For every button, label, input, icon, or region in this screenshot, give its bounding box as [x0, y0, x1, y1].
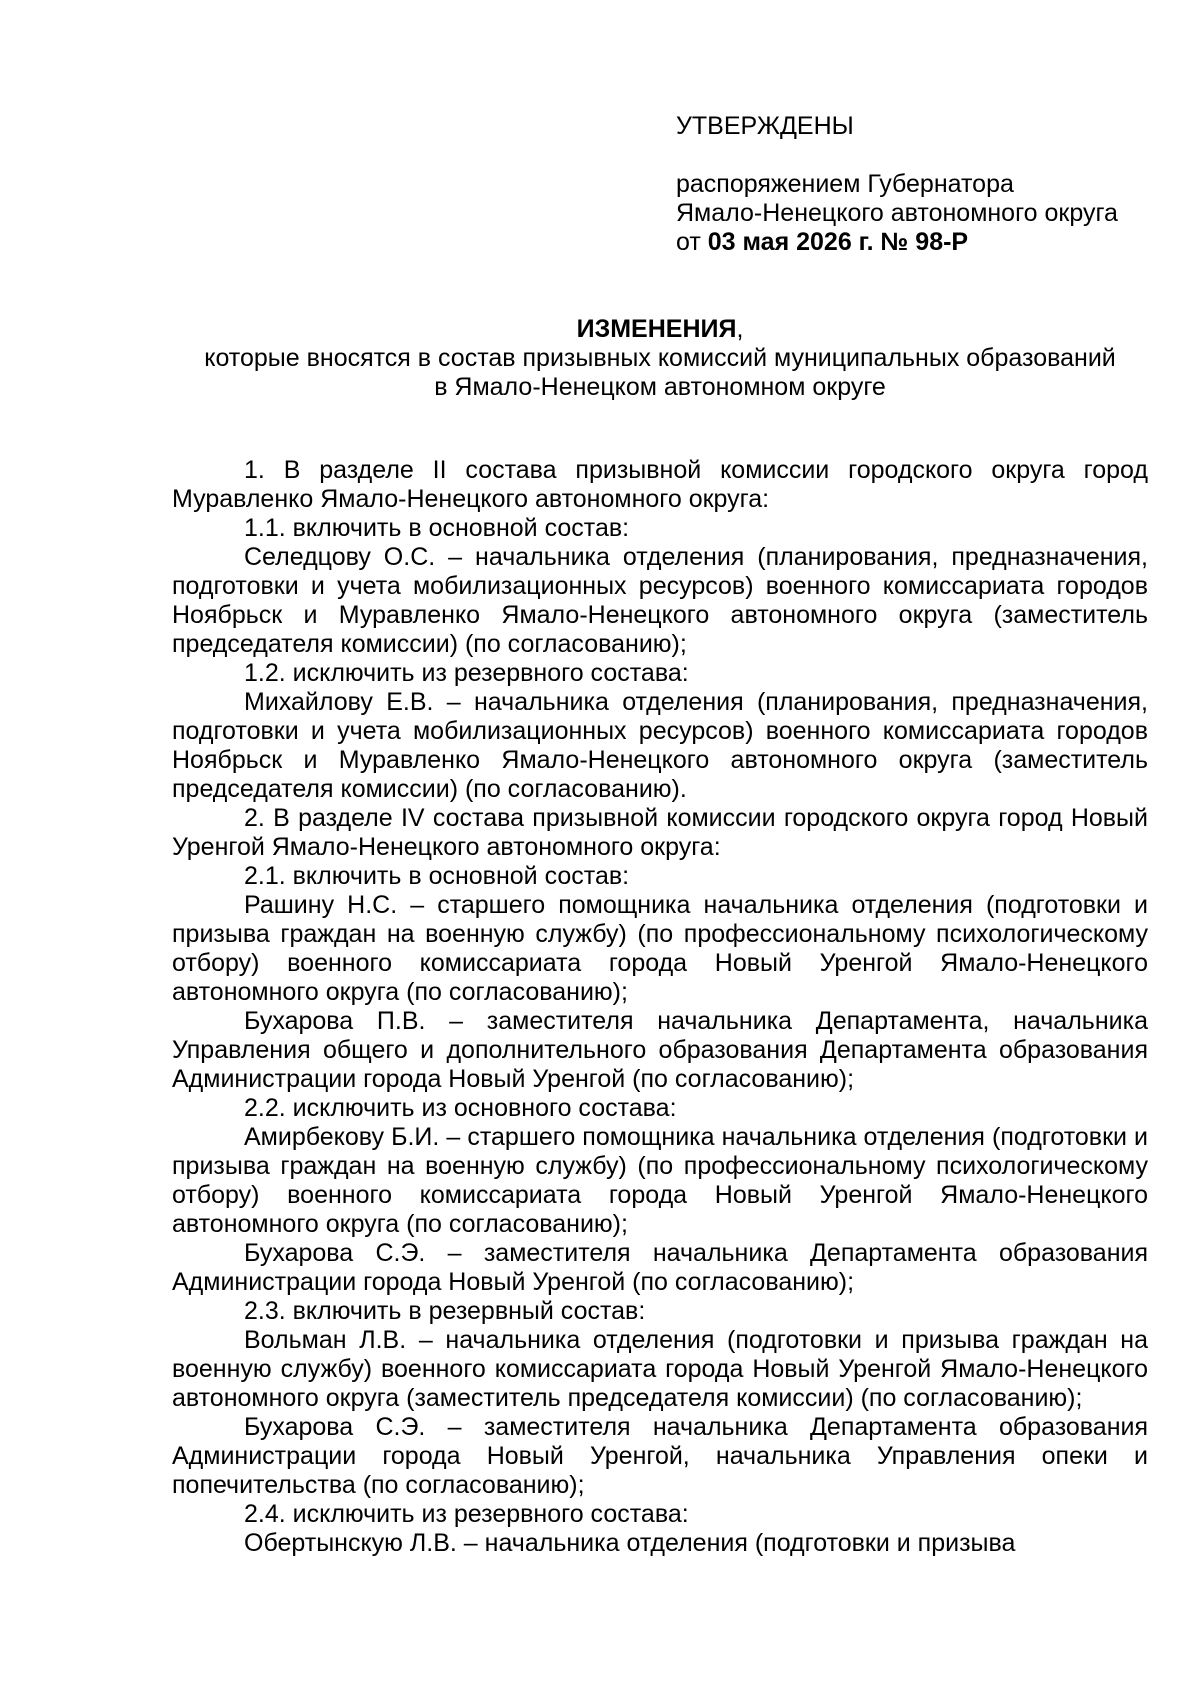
heading-subtitle-line-2: в Ямало-Ненецком автономном округе — [434, 373, 886, 401]
approval-block — [676, 112, 1176, 257]
body-paragraph: 2.1. включить в основной состав: — [244, 862, 630, 890]
body-paragraph: Бухарова С.Э. – заместителя начальника Департамента образования Администрации города Новый Уренгой (по согласованию); — [172, 1239, 1148, 1296]
body-paragraph: 1.2. исключить из резервного состава: — [244, 659, 689, 687]
document-heading — [172, 315, 1148, 402]
body-paragraph: Бухарова П.В. – заместителя начальника Департамента, начальника Управления общего и дополнительного образования Департамента образования Администрации города Новый Уренгой (по согласованию); — [172, 1007, 1148, 1093]
approval-date-prefix: от — [676, 228, 708, 256]
body-paragraph: Амирбекову Б.И. – старшего помощника начальника отделения (подготовки и призыва граждан на военную службу) (по профессиональному психологическому отбору) военного комиссариата города Новый Уренгой Ямало-Ненецкого автономного округа (по согласованию); — [172, 1123, 1148, 1238]
approval-title: УТВЕРЖДЕНЫ — [676, 112, 854, 140]
body-paragraph: Михайлову Е.В. – начальника отделения (планирования, предназначения, подготовки и учета мобилизационных ресурсов) военного комиссариата городов Ноябрьск и Муравленко Ямало-Ненецкого автономного округа (заместитель председателя комиссии) (по согласованию). — [172, 688, 1148, 803]
heading-subtitle-line-1: которые вносятся в состав призывных комиссий муниципальных образований — [204, 344, 1116, 372]
heading-title-line — [172, 315, 1148, 344]
body-paragraph: Обертынскую Л.В. – начальника отделения (подготовки и призыва — [244, 1529, 1016, 1557]
body-paragraph: 1.1. включить в основной состав: — [244, 514, 630, 542]
body-paragraph: 2. В разделе IV состава призывной комиссии городского округа город Новый Уренгой Ямало-Ненецкого автономного округа: — [172, 804, 1148, 861]
approval-line-date — [676, 228, 1176, 257]
heading-title-suffix: , — [736, 315, 744, 343]
body-paragraph: 2.4. исключить из резервного состава: — [244, 1500, 689, 1528]
heading-title: ИЗМЕНЕНИЯ — [576, 315, 737, 343]
body-paragraph: Селедцову О.С. – начальника отделения (планирования, предназначения, подготовки и учета мобилизационных ресурсов) военного комиссариата городов Ноябрьск и Муравленко Ямало-Ненецкого автономного округа (заместитель председателя комиссии) (по согласованию); — [172, 543, 1148, 658]
document-body — [172, 456, 1148, 1558]
body-paragraph: 1. В разделе II состава призывной комиссии городского округа город Муравленко Ямало-Ненецкого автономного округа: — [172, 456, 1148, 513]
body-paragraph: Рашину Н.С. – старшего помощника начальника отделения (подготовки и призыва граждан на военную службу) (по профессиональному психологическому отбору) военного комиссариата города Новый Уренгой Ямало-Ненецкого автономного округа (по согласованию); — [172, 891, 1148, 1006]
approval-line-decree: распоряжением Губернатора — [676, 170, 1014, 198]
approval-line-region: Ямало-Ненецкого автономного округа — [676, 199, 1118, 227]
approval-date-stamp: 03 мая 2026 г. № 98-Р — [707, 228, 969, 256]
body-paragraph: Вольман Л.В. – начальника отделения (подготовки и призыва граждан на военную службу) военного комиссариата города Новый Уренгой Ямало-Ненецкого автономного округа (заместитель председателя комиссии) (по согласованию); — [172, 1326, 1148, 1412]
body-paragraph: Бухарова С.Э. – заместителя начальника Департамента образования Администрации города Новый Уренгой, начальника Управления опеки и попечительства (по согласованию); — [172, 1413, 1148, 1499]
body-paragraph: 2.2. исключить из основного состава: — [244, 1094, 677, 1122]
body-paragraph: 2.3. включить в резервный состав: — [244, 1297, 646, 1325]
